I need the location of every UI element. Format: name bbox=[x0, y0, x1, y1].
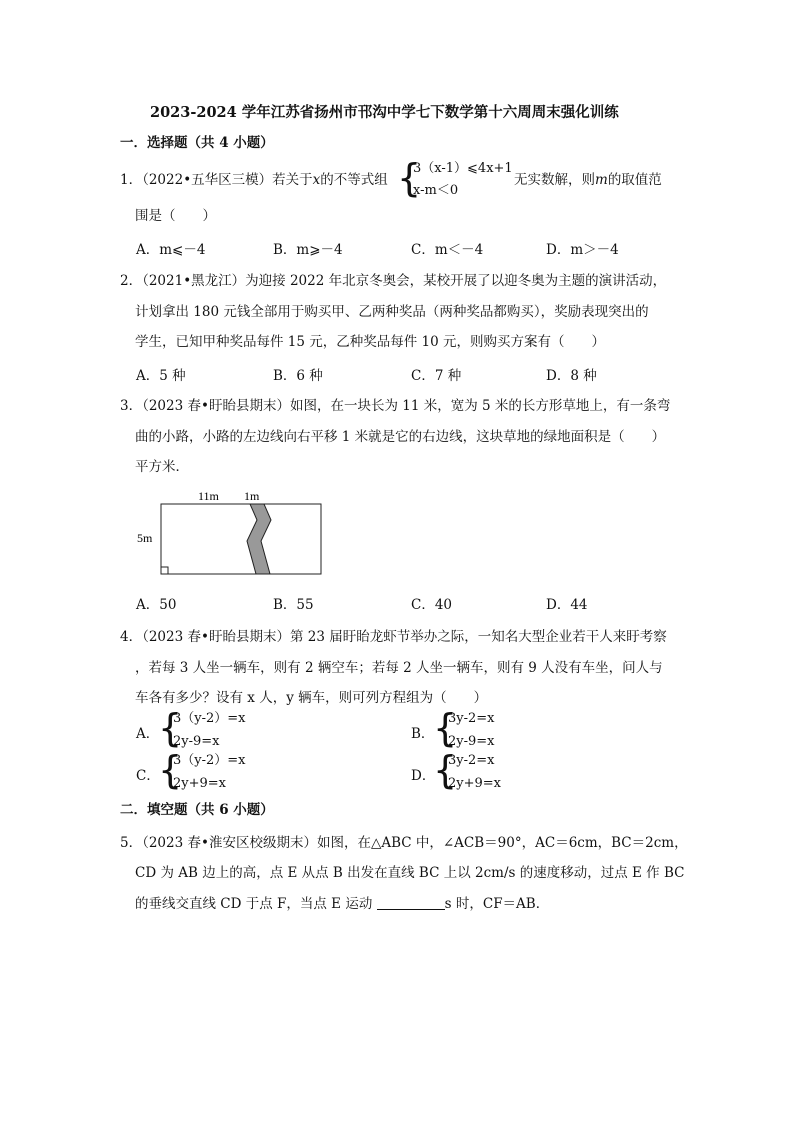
q4-option-a-eq-1: 3（y-2）=x bbox=[173, 711, 246, 726]
brace-symbol: { bbox=[158, 706, 183, 750]
question-1-line-1-end: 无实数解，则m的取值范 bbox=[514, 172, 662, 188]
q1-system-line-2: x-m＜0 bbox=[413, 183, 459, 198]
question-5-line-2: CD 为 AB 边上的高，点 E 从点 B 出发在直线 BC 上以 2cm/s 的速度移动，过点 E 作 BC bbox=[135, 865, 685, 881]
section-heading-choice: 一．选择题（共 4 小题） bbox=[120, 135, 274, 151]
question-4-line-1: 4．（2023 春•盱眙县期末）第 23 届盱眙龙虾节举办之际，一知名大型企业若干人来盱考察 bbox=[120, 629, 667, 645]
brace-symbol: { bbox=[433, 748, 458, 792]
grassland-diagram-svg bbox=[132, 485, 332, 585]
question-2-line-3: 学生，已知甲种奖品每件 15 元，乙种奖品每件 10 元，则购买方案有（ ） bbox=[135, 334, 606, 350]
question-3-line-1: 3．（2023 春•盱眙县期末）如图，在一块长为 11 米，宽为 5 米的长方形草地上，有一条弯 bbox=[120, 398, 671, 414]
q2-option-a[interactable]: A．5 种 bbox=[136, 368, 186, 384]
q1-option-c[interactable]: C．m＜－4 bbox=[411, 242, 484, 258]
q4-option-b-eq-2: 2y-9=x bbox=[448, 734, 495, 749]
section-heading-fill-blank: 二．填空题（共 6 小题） bbox=[120, 802, 274, 818]
q3-option-a[interactable]: A．50 bbox=[136, 597, 177, 613]
label-path-width: 1m bbox=[244, 489, 260, 503]
grassland-diagram bbox=[132, 485, 332, 585]
q2-option-d[interactable]: D．8 种 bbox=[546, 368, 597, 384]
q4-option-d-label[interactable]: D． bbox=[411, 768, 436, 784]
q4-option-c-eq-1: 3（y-2）=x bbox=[173, 753, 246, 768]
q4-option-d-eq-1: 3y-2=x bbox=[448, 753, 495, 768]
label-width: 5m bbox=[137, 531, 153, 545]
question-4-line-2: ，若每 3 人坐一辆车，则有 2 辆空车；若每 2 人坐一辆车，则有 9 人没有车坐，问人与 bbox=[135, 660, 663, 676]
question-5-line-3: 的垂线交直线 CD 于点 F，当点 E 运动 s 时，CF＝AB． bbox=[135, 896, 550, 912]
q4-option-a-label[interactable]: A． bbox=[136, 726, 160, 742]
q4-option-c-eq-2: 2y+9=x bbox=[173, 776, 227, 791]
answer-blank[interactable] bbox=[377, 897, 445, 910]
q1-system-line-1: 3（x-1）⩽4x+1 bbox=[413, 161, 513, 176]
q2-option-c[interactable]: C．7 种 bbox=[411, 368, 462, 384]
q3-option-d[interactable]: D．44 bbox=[546, 597, 588, 613]
question-3-line-3: 平方米． bbox=[135, 459, 189, 475]
q2-option-b[interactable]: B．6 种 bbox=[273, 368, 323, 384]
q1-option-a[interactable]: A．m⩽－4 bbox=[136, 242, 206, 258]
question-5-line-1: 5．（2023 春•淮安区校级期末）如图，在△ABC 中，∠ACB＝90°，AC＝6cm，BC＝2cm， bbox=[120, 835, 688, 851]
q3-option-c[interactable]: C．40 bbox=[411, 597, 453, 613]
q4-option-b-eq-1: 3y-2=x bbox=[448, 711, 495, 726]
brace-symbol: { bbox=[433, 706, 458, 750]
question-2-line-1: 2．（2021•黑龙江）为迎接 2022 年北京冬奥会，某校开展了以迎冬奥为主题的演讲活动， bbox=[120, 273, 667, 289]
brace-symbol: { bbox=[397, 156, 422, 200]
q1-option-d[interactable]: D．m＞－4 bbox=[546, 242, 619, 258]
grassland-rectangle bbox=[161, 504, 321, 574]
brace-symbol: { bbox=[158, 748, 183, 792]
question-1-line-2: 围是（ ） bbox=[135, 208, 216, 224]
q4-option-b-label[interactable]: B． bbox=[411, 726, 435, 742]
q3-option-b[interactable]: B．55 bbox=[273, 597, 314, 613]
q4-option-a-eq-2: 2y-9=x bbox=[173, 734, 220, 749]
question-3-line-2: 曲的小路，小路的左边线向右平移 1 米就是它的右边线，这块草地的绿地面积是（ ） bbox=[135, 429, 666, 445]
question-2-line-2: 计划拿出 180 元钱全部用于购买甲、乙两种奖品（两种奖品都购买），奖励表现突出的 bbox=[135, 304, 649, 320]
question-4-line-3: 车各有多少？设有 x 人，y 辆车，则可列方程组为（ ） bbox=[135, 690, 488, 706]
q4-option-c-label[interactable]: C． bbox=[136, 768, 160, 784]
question-1-line-1: 1．（2022•五华区三模）若关于x的不等式组 bbox=[120, 172, 388, 188]
label-length: 11m bbox=[198, 489, 219, 503]
page-title: 2023-2024 学年江苏省扬州市邗沟中学七下数学第十六周周末强化训练 bbox=[150, 104, 619, 121]
q4-option-d-eq-2: 2y+9=x bbox=[448, 776, 502, 791]
q1-option-b[interactable]: B．m⩾－4 bbox=[273, 242, 343, 258]
